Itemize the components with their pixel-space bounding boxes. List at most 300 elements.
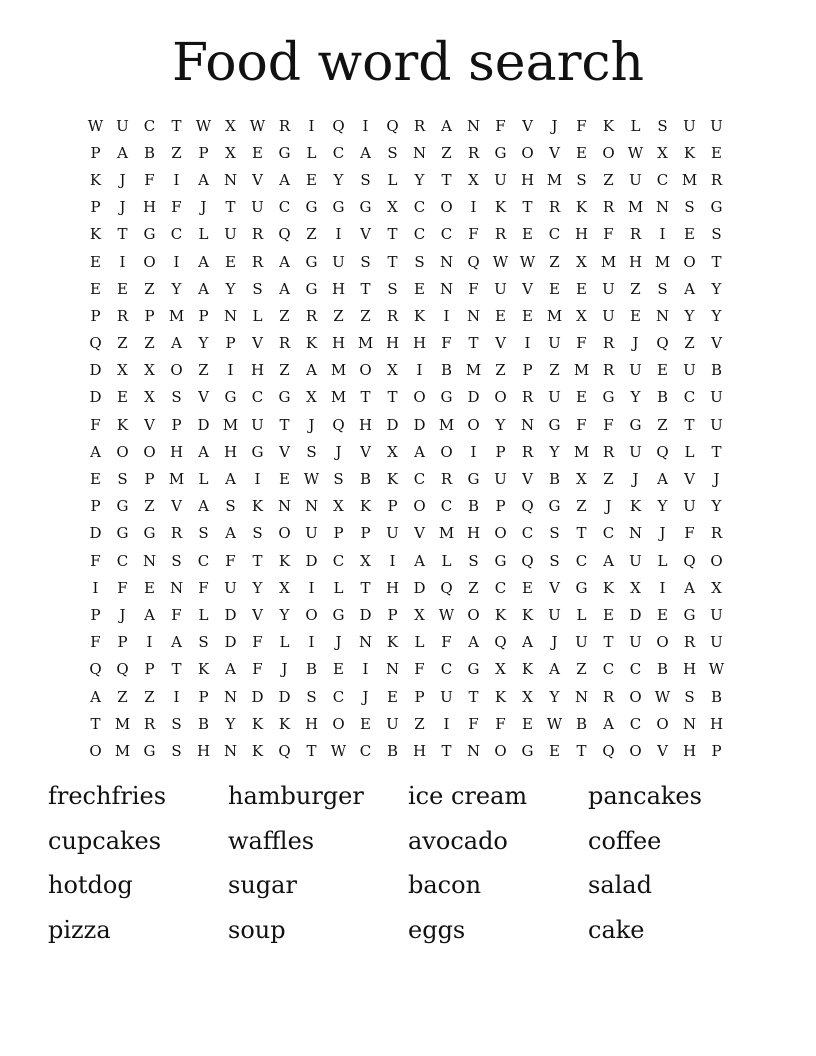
grid-row: [82, 656, 732, 683]
grid-letter: R: [170, 524, 183, 543]
grid-letter: K: [386, 470, 399, 489]
grid-letter: H: [709, 714, 724, 733]
grid-letter: J: [551, 633, 558, 652]
grid-letter: Q: [440, 578, 453, 597]
grid-row: [82, 438, 732, 465]
grid-letter: K: [251, 741, 264, 760]
grid-letter: T: [117, 225, 128, 244]
grid-letter: N: [412, 143, 427, 162]
grid-letter: A: [225, 660, 236, 679]
grid-letter: E: [657, 361, 668, 380]
grid-letter: S: [684, 198, 695, 217]
grid-letter: S: [171, 551, 182, 570]
word-list-item: cupcakes: [48, 826, 162, 855]
grid-letter: Q: [521, 497, 534, 516]
grid-letter: S: [576, 170, 587, 189]
grid-letter: F: [252, 633, 263, 652]
grid-letter: O: [494, 388, 507, 407]
grid-letter: E: [117, 279, 128, 298]
grid-letter: G: [143, 524, 156, 543]
grid-letter: J: [308, 415, 315, 434]
grid-letter: S: [360, 170, 371, 189]
grid-letter: N: [439, 252, 454, 271]
grid-letter: F: [252, 660, 263, 679]
grid-letter: F: [684, 524, 695, 543]
grid-letter: M: [330, 361, 347, 380]
grid-letter: C: [332, 551, 345, 570]
grid-letter: T: [171, 116, 182, 135]
grid-letter: M: [573, 442, 590, 461]
grid-letter: Y: [711, 306, 722, 325]
grid-letter: A: [198, 279, 209, 298]
grid-letter: H: [520, 170, 535, 189]
grid-letter: O: [278, 524, 291, 543]
grid-letter: F: [441, 334, 452, 353]
grid-letter: Z: [306, 225, 317, 244]
grid-letter: C: [602, 524, 615, 543]
grid-letter: B: [386, 741, 399, 760]
grid-letter: A: [522, 633, 533, 652]
grid-letter: C: [251, 388, 264, 407]
grid-letter: E: [117, 388, 128, 407]
grid-letter: T: [387, 388, 398, 407]
grid-letter: L: [684, 442, 695, 461]
grid-letter: Z: [171, 143, 182, 162]
grid-letter: V: [414, 524, 425, 543]
grid-letter: A: [441, 116, 452, 135]
grid-letter: M: [168, 470, 185, 489]
grid-letter: X: [657, 143, 668, 162]
grid-letter: A: [549, 660, 560, 679]
grid-row: [82, 384, 732, 411]
grid-letter: G: [575, 578, 588, 597]
grid-letter: Q: [656, 334, 669, 353]
grid-letter: O: [359, 361, 372, 380]
grid-letter: I: [416, 361, 423, 380]
grid-letter: D: [251, 687, 264, 706]
grid-letter: G: [629, 415, 642, 434]
grid-letter: P: [225, 334, 236, 353]
grid-letter: A: [90, 442, 101, 461]
grid-letter: N: [682, 714, 697, 733]
grid-letter: E: [90, 470, 101, 489]
grid-letter: P: [387, 497, 398, 516]
grid-letter: D: [629, 605, 642, 624]
grid-letter: C: [629, 660, 642, 679]
grid-letter: Z: [576, 497, 587, 516]
grid-letter: G: [548, 415, 561, 434]
grid-letter: K: [521, 605, 534, 624]
grid-letter: I: [470, 442, 477, 461]
grid-letter: M: [654, 252, 671, 271]
grid-letter: R: [602, 442, 615, 461]
grid-letter: E: [576, 388, 587, 407]
word-list-item: soup: [228, 915, 286, 944]
grid-letter: C: [197, 551, 210, 570]
grid-letter: J: [281, 660, 288, 679]
grid-letter: X: [387, 198, 398, 217]
grid-letter: P: [90, 306, 101, 325]
grid-letter: L: [387, 170, 398, 189]
grid-letter: F: [495, 714, 506, 733]
grid-letter: X: [630, 578, 641, 597]
grid-letter: B: [575, 714, 588, 733]
grid-letter: V: [360, 442, 371, 461]
word-list: [48, 776, 768, 954]
grid-letter: H: [682, 741, 697, 760]
grid-letter: C: [602, 660, 615, 679]
grid-letter: Y: [279, 605, 290, 624]
grid-letter: G: [251, 442, 264, 461]
grid-letter: B: [197, 714, 210, 733]
grid-letter: O: [683, 252, 696, 271]
grid-letter: I: [659, 225, 666, 244]
grid-letter: G: [494, 551, 507, 570]
grid-letter: F: [414, 660, 425, 679]
grid-letter: X: [360, 551, 371, 570]
grid-letter: E: [522, 578, 533, 597]
grid-letter: C: [494, 578, 507, 597]
grid-letter: H: [412, 741, 427, 760]
grid-letter: G: [143, 741, 156, 760]
grid-letter: F: [576, 334, 587, 353]
grid-letter: A: [414, 551, 425, 570]
grid-letter: B: [656, 388, 669, 407]
grid-row: [82, 683, 732, 710]
grid-letter: C: [521, 524, 534, 543]
grid-letter: P: [90, 605, 101, 624]
grid-letter: W: [438, 605, 455, 624]
grid-letter: D: [467, 388, 480, 407]
page-title: Food word search: [171, 33, 645, 93]
grid-letter: V: [252, 334, 263, 353]
grid-letter: K: [494, 605, 507, 624]
grid-letter: W: [87, 116, 104, 135]
grid-letter: O: [629, 687, 642, 706]
grid-letter: U: [251, 415, 264, 434]
grid-letter: T: [522, 198, 533, 217]
grid-letter: I: [443, 714, 450, 733]
grid-letter: F: [198, 578, 209, 597]
grid-letter: S: [198, 633, 209, 652]
grid-letter: Q: [656, 442, 669, 461]
grid-letter: V: [198, 388, 209, 407]
grid-letter: D: [224, 605, 237, 624]
word-list-item: hotdog: [48, 871, 133, 899]
grid-letter: G: [143, 225, 156, 244]
grid-letter: Z: [657, 415, 668, 434]
grid-row: [82, 166, 732, 193]
grid-letter: R: [251, 252, 264, 271]
grid-letter: V: [711, 334, 722, 353]
grid-letter: Y: [657, 497, 668, 516]
grid-letter: O: [332, 714, 345, 733]
grid-letter: P: [198, 306, 209, 325]
grid-row: [82, 547, 732, 574]
grid-letter: P: [387, 605, 398, 624]
grid-letter: C: [548, 225, 561, 244]
grid-letter: Y: [225, 279, 236, 298]
grid-letter: G: [683, 605, 696, 624]
grid-letter: Q: [386, 116, 399, 135]
grid-letter: W: [708, 660, 725, 679]
grid-row: [82, 737, 732, 764]
grid-letter: M: [546, 306, 563, 325]
grid-letter: G: [278, 388, 291, 407]
grid-letter: Y: [252, 578, 263, 597]
grid-letter: A: [306, 361, 317, 380]
grid-letter: F: [576, 116, 587, 135]
grid-letter: S: [387, 143, 398, 162]
grid-letter: Z: [279, 306, 290, 325]
grid-letter: I: [227, 361, 234, 380]
grid-letter: R: [278, 116, 291, 135]
grid-letter: G: [278, 143, 291, 162]
grid-letter: R: [602, 687, 615, 706]
grid-letter: F: [171, 605, 182, 624]
grid-letter: U: [494, 279, 507, 298]
grid-letter: V: [522, 279, 533, 298]
word-list-item: sugar: [228, 871, 297, 899]
grid-letter: U: [683, 361, 696, 380]
grid-letter: G: [710, 198, 723, 217]
grid-letter: G: [332, 605, 345, 624]
grid-letter: E: [333, 660, 344, 679]
grid-letter: N: [466, 306, 481, 325]
grid-letter: N: [628, 524, 643, 543]
grid-letter: A: [171, 334, 182, 353]
grid-letter: R: [710, 524, 723, 543]
grid-letter: F: [603, 415, 614, 434]
grid-letter: T: [171, 660, 182, 679]
grid-letter: L: [198, 470, 209, 489]
grid-letter: S: [117, 470, 128, 489]
grid-letter: V: [279, 442, 290, 461]
grid-letter: A: [225, 470, 236, 489]
grid-letter: R: [467, 143, 480, 162]
grid-letter: X: [225, 116, 236, 135]
grid-letter: U: [440, 687, 453, 706]
word-list-item: avocado: [408, 826, 508, 855]
grid-letter: O: [656, 714, 669, 733]
grid-letter: Q: [521, 551, 534, 570]
grid-letter: P: [90, 497, 101, 516]
grid-letter: G: [359, 198, 372, 217]
grid-row: [82, 357, 732, 384]
grid-letter: U: [629, 442, 642, 461]
grid-letter: E: [414, 279, 425, 298]
grid-letter: P: [333, 524, 344, 543]
grid-letter: K: [521, 660, 534, 679]
grid-letter: E: [144, 578, 155, 597]
grid-letter: K: [89, 225, 102, 244]
grid-letter: L: [441, 551, 452, 570]
grid-letter: H: [331, 279, 346, 298]
grid-letter: N: [223, 170, 238, 189]
grid-letter: O: [116, 442, 129, 461]
grid-letter: P: [90, 198, 101, 217]
grid-letter: M: [627, 198, 644, 217]
grid-letter: E: [684, 225, 695, 244]
grid-letter: T: [225, 198, 236, 217]
grid-letter: M: [600, 252, 617, 271]
grid-letter: Y: [549, 442, 560, 461]
grid-letter: Z: [117, 687, 128, 706]
grid-letter: A: [90, 687, 101, 706]
grid-row: [82, 629, 732, 656]
grid-row: [82, 710, 732, 737]
grid-letter: R: [602, 334, 615, 353]
grid-letter: M: [438, 524, 455, 543]
grid-row: [82, 330, 732, 357]
grid-letter: A: [198, 497, 209, 516]
grid-letter: J: [119, 170, 126, 189]
grid-letter: S: [657, 116, 668, 135]
grid-letter: J: [659, 524, 666, 543]
grid-letter: W: [627, 143, 644, 162]
grid-letter: U: [710, 605, 723, 624]
grid-letter: T: [711, 252, 722, 271]
grid-letter: V: [522, 470, 533, 489]
grid-letter: W: [330, 741, 347, 760]
grid-letter: R: [521, 388, 534, 407]
grid-letter: Z: [117, 334, 128, 353]
grid-letter: G: [521, 741, 534, 760]
grid-letter: R: [116, 306, 129, 325]
grid-letter: A: [657, 470, 668, 489]
grid-letter: Z: [198, 361, 209, 380]
grid-letter: P: [495, 442, 506, 461]
grid-row: [82, 194, 732, 221]
word-list-item: waffles: [228, 826, 315, 855]
grid-letter: W: [249, 116, 266, 135]
grid-letter: X: [333, 497, 344, 516]
grid-letter: H: [196, 741, 211, 760]
grid-letter: C: [332, 143, 345, 162]
grid-letter: I: [173, 170, 180, 189]
grid-letter: C: [440, 660, 453, 679]
grid-letter: V: [522, 116, 533, 135]
grid-letter: I: [173, 687, 180, 706]
grid-letter: N: [655, 198, 670, 217]
grid-letter: X: [225, 143, 236, 162]
grid-letter: T: [576, 741, 587, 760]
grid-letter: K: [683, 143, 696, 162]
grid-letter: I: [308, 633, 315, 652]
grid-letter: Z: [441, 143, 452, 162]
grid-letter: S: [306, 687, 317, 706]
grid-letter: D: [359, 605, 372, 624]
grid-letter: M: [330, 388, 347, 407]
grid-row: [82, 493, 732, 520]
grid-letter: I: [470, 198, 477, 217]
grid-letter: V: [495, 334, 506, 353]
grid-letter: Y: [414, 170, 425, 189]
grid-letter: C: [359, 741, 372, 760]
grid-letter: A: [684, 578, 695, 597]
grid-letter: E: [90, 279, 101, 298]
grid-letter: A: [468, 633, 479, 652]
grid-letter: U: [683, 116, 696, 135]
grid-letter: T: [387, 225, 398, 244]
grid-letter: C: [413, 225, 426, 244]
grid-letter: Y: [225, 714, 236, 733]
grid-letter: S: [657, 279, 668, 298]
word-list-item: frechfries: [48, 782, 167, 810]
grid-letter: J: [200, 198, 207, 217]
grid-letter: C: [143, 116, 156, 135]
grid-letter: A: [198, 252, 209, 271]
grid-letter: F: [144, 170, 155, 189]
word-list-item: cake: [588, 915, 645, 944]
grid-letter: Y: [333, 170, 344, 189]
grid-letter: U: [629, 551, 642, 570]
grid-letter: S: [549, 551, 560, 570]
grid-letter: K: [629, 497, 642, 516]
grid-letter: Y: [549, 687, 560, 706]
grid-letter: R: [278, 334, 291, 353]
grid-letter: U: [386, 714, 399, 733]
grid-letter: K: [386, 633, 399, 652]
grid-letter: U: [602, 279, 615, 298]
grid-row: [82, 221, 732, 248]
grid-letter: A: [198, 442, 209, 461]
grid-letter: O: [494, 524, 507, 543]
grid-letter: R: [683, 633, 696, 652]
grid-letter: Z: [144, 687, 155, 706]
grid-letter: W: [654, 687, 671, 706]
grid-letter: N: [520, 415, 535, 434]
grid-letter: F: [90, 633, 101, 652]
grid-letter: U: [575, 633, 588, 652]
grid-letter: D: [413, 578, 426, 597]
grid-letter: O: [656, 633, 669, 652]
grid-letter: B: [710, 361, 723, 380]
grid-letter: C: [413, 198, 426, 217]
grid-letter: Z: [549, 252, 560, 271]
grid-letter: X: [117, 361, 128, 380]
grid-letter: H: [358, 415, 373, 434]
grid-letter: G: [224, 388, 237, 407]
grid-letter: N: [277, 497, 292, 516]
grid-letter: V: [252, 170, 263, 189]
grid-letter: I: [389, 551, 396, 570]
grid-letter: T: [279, 415, 290, 434]
grid-letter: H: [304, 714, 319, 733]
grid-letter: M: [546, 170, 563, 189]
grid-letter: X: [414, 605, 425, 624]
grid-letter: L: [198, 225, 209, 244]
grid-letter: A: [198, 170, 209, 189]
grid-letter: P: [171, 415, 182, 434]
grid-letter: C: [575, 551, 588, 570]
grid-letter: U: [710, 415, 723, 434]
grid-letter: Z: [603, 470, 614, 489]
grid-letter: W: [519, 252, 536, 271]
grid-letter: L: [414, 633, 425, 652]
grid-letter: Z: [495, 361, 506, 380]
grid-letter: E: [576, 279, 587, 298]
grid-letter: A: [144, 605, 155, 624]
grid-letter: F: [90, 415, 101, 434]
grid-letter: S: [684, 687, 695, 706]
grid-letter: V: [252, 605, 263, 624]
grid-letter: I: [308, 578, 315, 597]
grid-letter: C: [278, 198, 291, 217]
grid-letter: J: [119, 198, 126, 217]
grid-letter: U: [710, 388, 723, 407]
grid-letter: X: [576, 306, 587, 325]
